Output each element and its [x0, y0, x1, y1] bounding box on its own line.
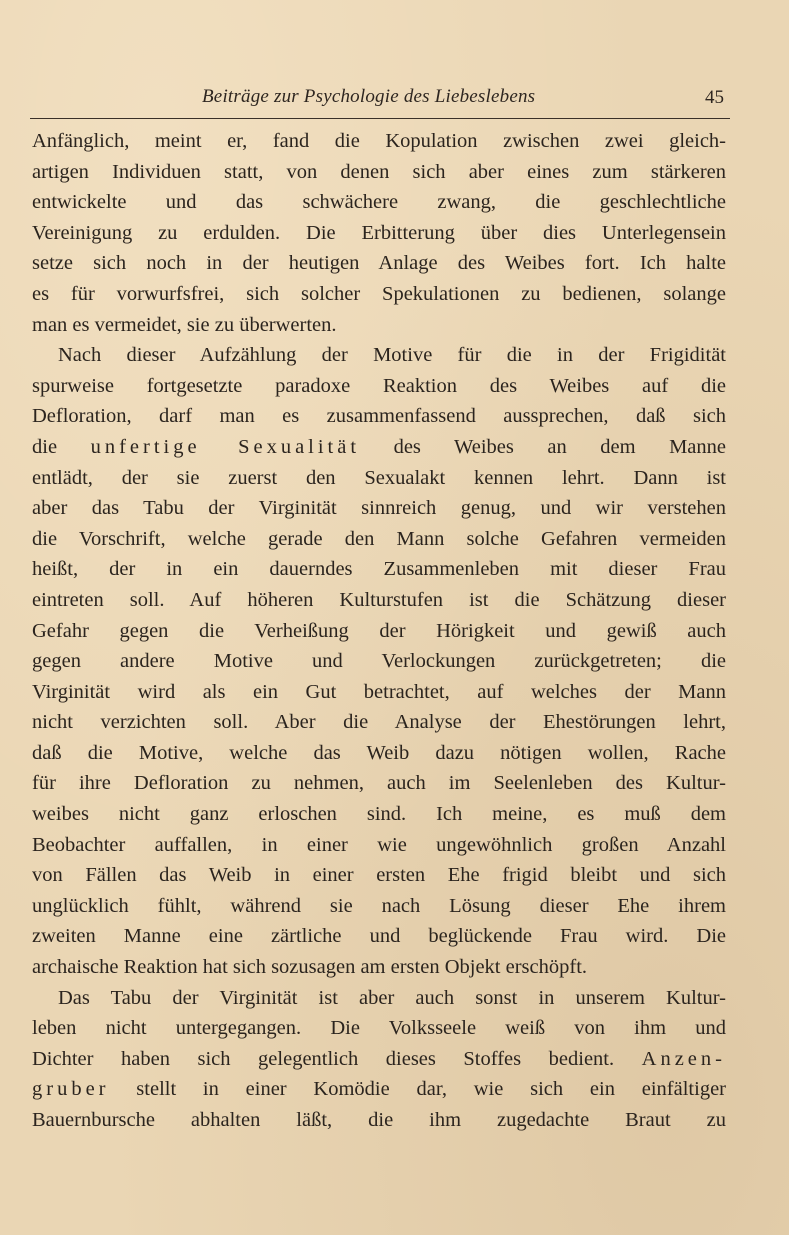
text-line: es für vorwurfsfrei, sich solcher Spekulationen zu bedienen, solange: [32, 282, 726, 305]
text-line-spaced: [32, 1074, 726, 1105]
text-line: aber das Tabu der Virginität sinnreich genug, und wir verstehen: [32, 497, 726, 520]
text-line: nicht verzichten soll. Aber die Analyse der Ehestörungen lehrt,: [32, 711, 726, 734]
text-line-spaced: [32, 1044, 726, 1075]
text-line: Virginität wird als ein Gut betrachtet, auf welches der Mann: [32, 680, 726, 703]
body-text: [32, 126, 726, 1136]
page-number: 45: [705, 87, 724, 108]
text-line: Nach dieser Aufzählung der Motive für die in der Frigidität: [58, 344, 726, 367]
text-segment: stellt in einer Komödie dar, wie sich ein einfältiger: [109, 1078, 726, 1101]
text-line: Gefahr gegen die Verheißung der Hörigkeit und gewiß auch: [32, 619, 726, 642]
text-line: Beobachter auffallen, in einer wie ungewöhnlich großen Anzahl: [32, 833, 726, 856]
text-line: gegen andere Motive und Verlockungen zurückgetreten; die: [32, 650, 726, 673]
text-line: archaische Reaktion hat sich sozusagen am ersten Objekt erschöpft.: [32, 956, 588, 979]
text-line: die Vorschrift, welche gerade den Mann solche Gefahren vermeiden: [32, 527, 726, 550]
text-line: entlädt, der sie zuerst den Sexualakt kennen lehrt. Dann ist: [32, 466, 726, 489]
text-line: man es vermeidet, sie zu überwerten.: [32, 313, 337, 336]
spaced-emphasis: gruber: [32, 1078, 110, 1101]
text-line: von Fällen das Weib in einer ersten Ehe frigid bleibt und sich: [32, 864, 726, 887]
text-line: heißt, der in ein dauerndes Zusammenleben mit dieser Frau: [32, 558, 726, 581]
text-line: weibes nicht ganz erloschen sind. Ich meine, es muß dem: [32, 803, 726, 826]
running-header: [30, 86, 730, 119]
text-line: Anfänglich, meint er, fand die Kopulation zwischen zwei gleich-: [32, 130, 726, 152]
text-line: Vereinigung zu erdulden. Die Erbitterung über dies Unterlegensein: [32, 221, 726, 244]
running-title: Beiträge zur Psychologie des Liebeslebens: [202, 86, 536, 107]
spaced-emphasis: Anzen-: [641, 1047, 726, 1070]
spaced-emphasis: unfertige Sexualität: [90, 435, 361, 458]
text-line: leben nicht untergegangen. Die Volksseele weiß von ihm und: [32, 1017, 726, 1040]
text-line-spaced: [32, 432, 726, 463]
text-line: setze sich noch in der heutigen Anlage des Weibes fort. Ich halte: [32, 252, 726, 275]
text-line: Bauernbursche abhalten läßt, die ihm zugedachte Braut zu: [32, 1109, 726, 1131]
text-line: zweiten Manne eine zärtliche und beglückende Frau wird. Die: [32, 925, 726, 948]
text-line: daß die Motive, welche das Weib dazu nötigen wollen, Rache: [32, 741, 726, 764]
text-segment: die: [32, 435, 91, 458]
text-line: unglücklich fühlt, während sie nach Lösung dieser Ehe ihrem: [32, 894, 726, 917]
text-line: eintreten soll. Auf höheren Kulturstufen ist die Schätzung dieser: [32, 588, 726, 611]
text-segment: des Weibes an dem Manne: [360, 435, 726, 458]
text-line: für ihre Defloration zu nehmen, auch im Seelenleben des Kultur-: [32, 772, 726, 795]
text-line: spurweise fortgesetzte paradoxe Reaktion des Weibes auf die: [32, 374, 726, 397]
text-line: artigen Individuen statt, von denen sich aber eines zum stärkeren: [32, 160, 726, 183]
text-line: Das Tabu der Virginität ist aber auch sonst in unserem Kultur-: [58, 986, 726, 1009]
text-segment: Dichter haben sich gelegentlich dieses Stoffes bedient.: [32, 1047, 642, 1070]
text-line: Defloration, darf man es zusammenfassend aussprechen, daß sich: [32, 405, 726, 428]
text-line: entwickelte und das schwächere zwang, die geschlechtliche: [32, 191, 726, 214]
